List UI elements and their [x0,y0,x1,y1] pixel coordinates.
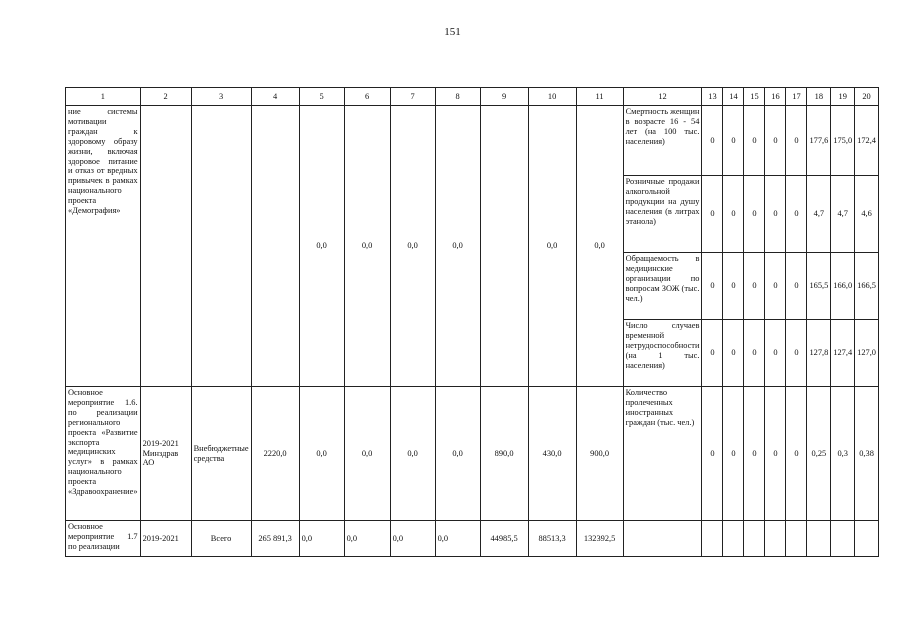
indicator-value [831,521,855,557]
indicator-value: 0 [723,253,744,320]
page-number: 151 [444,26,461,38]
indicator-value: 0 [765,253,786,320]
indicator-value: 0 [702,387,723,521]
indicator-value [855,521,879,557]
col-header: 9 [480,88,528,106]
indicator-name: Смертность женщин в возрасте 16 - 54 лет (на 100 тыс. населения) [623,106,702,176]
funding-source-cell [191,106,251,387]
col-header: 4 [251,88,299,106]
period-executor-cell [140,106,191,387]
indicator-name: Число случаев временной нетрудоспособности (на 1 тыс. населения) [623,320,702,387]
col-header: 8 [435,88,480,106]
indicator-value [807,521,831,557]
value-cell: 0,0 [344,387,390,521]
indicator-value: 0 [723,176,744,253]
indicator-value: 0 [723,106,744,176]
data-table [65,87,879,557]
value-cell: 0,0 [435,387,480,521]
col-header: 15 [744,88,765,106]
col-header: 1 [66,88,141,106]
value-cell: 0,0 [344,521,390,557]
col-header: 12 [623,88,702,106]
value-cell: 0,0 [299,521,344,557]
value-cell: 265 891,3 [251,521,299,557]
value-cell: 0,0 [390,106,435,387]
col-header: 18 [807,88,831,106]
indicator-value [702,521,723,557]
value-cell: 900,0 [576,387,623,521]
indicator-value: 0,25 [807,387,831,521]
indicator-value: 0 [765,320,786,387]
activity-description: ние системы мотивации граждан к здоровому образу жизни, включая здоровое питание и отказ от вредных привычек в рамках национального проекта «Демография» [66,106,141,387]
funding-source: Всего [191,521,251,557]
indicator-value: 0 [702,106,723,176]
value-cell: 88513,3 [528,521,576,557]
indicator-value: 0 [723,387,744,521]
indicator-value: 0 [786,253,807,320]
activity-description: Основное мероприятие 1.7 по реализации [66,521,141,557]
indicator-value: 0 [723,320,744,387]
indicator-value: 0 [765,106,786,176]
indicator-value: 0 [702,176,723,253]
indicator-value: 165,5 [807,253,831,320]
value-cell: 0,0 [576,106,623,387]
table-row [66,521,879,557]
period-executor: 2019-2021 Минздрав АО [140,387,191,521]
indicator-name: Розничные продажи алкогольной продукции на душу населения (в литрах этанола) [623,176,702,253]
col-header: 6 [344,88,390,106]
indicator-name: Количество пролеченных иностранных граждан (тыс. чел.) [623,387,702,521]
value-cell [480,106,528,387]
indicator-value: 0 [744,387,765,521]
value-cell: 0,0 [390,387,435,521]
indicator-value: 0 [786,106,807,176]
value-cell: 2220,0 [251,387,299,521]
indicator-name: Обращаемость в медицинские организации по вопросам ЗОЖ (тыс. чел.) [623,253,702,320]
col-header: 14 [723,88,744,106]
indicator-value: 166,5 [855,253,879,320]
indicator-value: 127,0 [855,320,879,387]
indicator-name [623,521,702,557]
indicator-value: 0 [744,106,765,176]
col-header: 19 [831,88,855,106]
indicator-value [744,521,765,557]
col-header: 2 [140,88,191,106]
indicator-value: 4,7 [807,176,831,253]
indicator-value [723,521,744,557]
indicator-value: 172,4 [855,106,879,176]
value-cell: 132392,5 [576,521,623,557]
activity-description: Основное мероприятие 1.6. по реализации регионального проекта «Развитие экспорта медицинских услуг» в рамках национального проекта «Здравоохранение» [66,387,141,521]
indicator-value: 166,0 [831,253,855,320]
indicator-value: 0 [744,253,765,320]
col-header: 3 [191,88,251,106]
col-header: 7 [390,88,435,106]
value-cell: 0,0 [390,521,435,557]
indicator-value: 0 [786,387,807,521]
value-cell: 890,0 [480,387,528,521]
table-row [66,106,879,176]
indicator-value: 0 [765,387,786,521]
indicator-value: 4,6 [855,176,879,253]
indicator-value: 177,6 [807,106,831,176]
indicator-value: 127,8 [807,320,831,387]
col-header: 16 [765,88,786,106]
value-cell: 0,0 [344,106,390,387]
col-header: 5 [299,88,344,106]
col-header: 13 [702,88,723,106]
indicator-value: 0 [765,176,786,253]
indicator-value [765,521,786,557]
period-executor: 2019-2021 [140,521,191,557]
indicator-value: 0 [744,176,765,253]
value-cell: 0,0 [435,521,480,557]
funding-source: Внебюджетные средства [191,387,251,521]
value-cell: 430,0 [528,387,576,521]
col-header: 20 [855,88,879,106]
indicator-value: 0,38 [855,387,879,521]
value-cell [251,106,299,387]
indicator-value: 0 [786,176,807,253]
indicator-value: 127,4 [831,320,855,387]
col-header: 11 [576,88,623,106]
value-cell: 0,0 [299,387,344,521]
indicator-value: 0 [744,320,765,387]
indicator-value: 0 [702,320,723,387]
value-cell: 0,0 [299,106,344,387]
indicator-value: 4,7 [831,176,855,253]
indicator-value: 0,3 [831,387,855,521]
col-header: 17 [786,88,807,106]
header-row [66,88,879,106]
indicator-value [786,521,807,557]
value-cell: 44985,5 [480,521,528,557]
value-cell: 0,0 [435,106,480,387]
table-row [66,387,879,521]
indicator-value: 175,0 [831,106,855,176]
col-header: 10 [528,88,576,106]
indicator-value: 0 [786,320,807,387]
indicator-value: 0 [702,253,723,320]
value-cell: 0,0 [528,106,576,387]
